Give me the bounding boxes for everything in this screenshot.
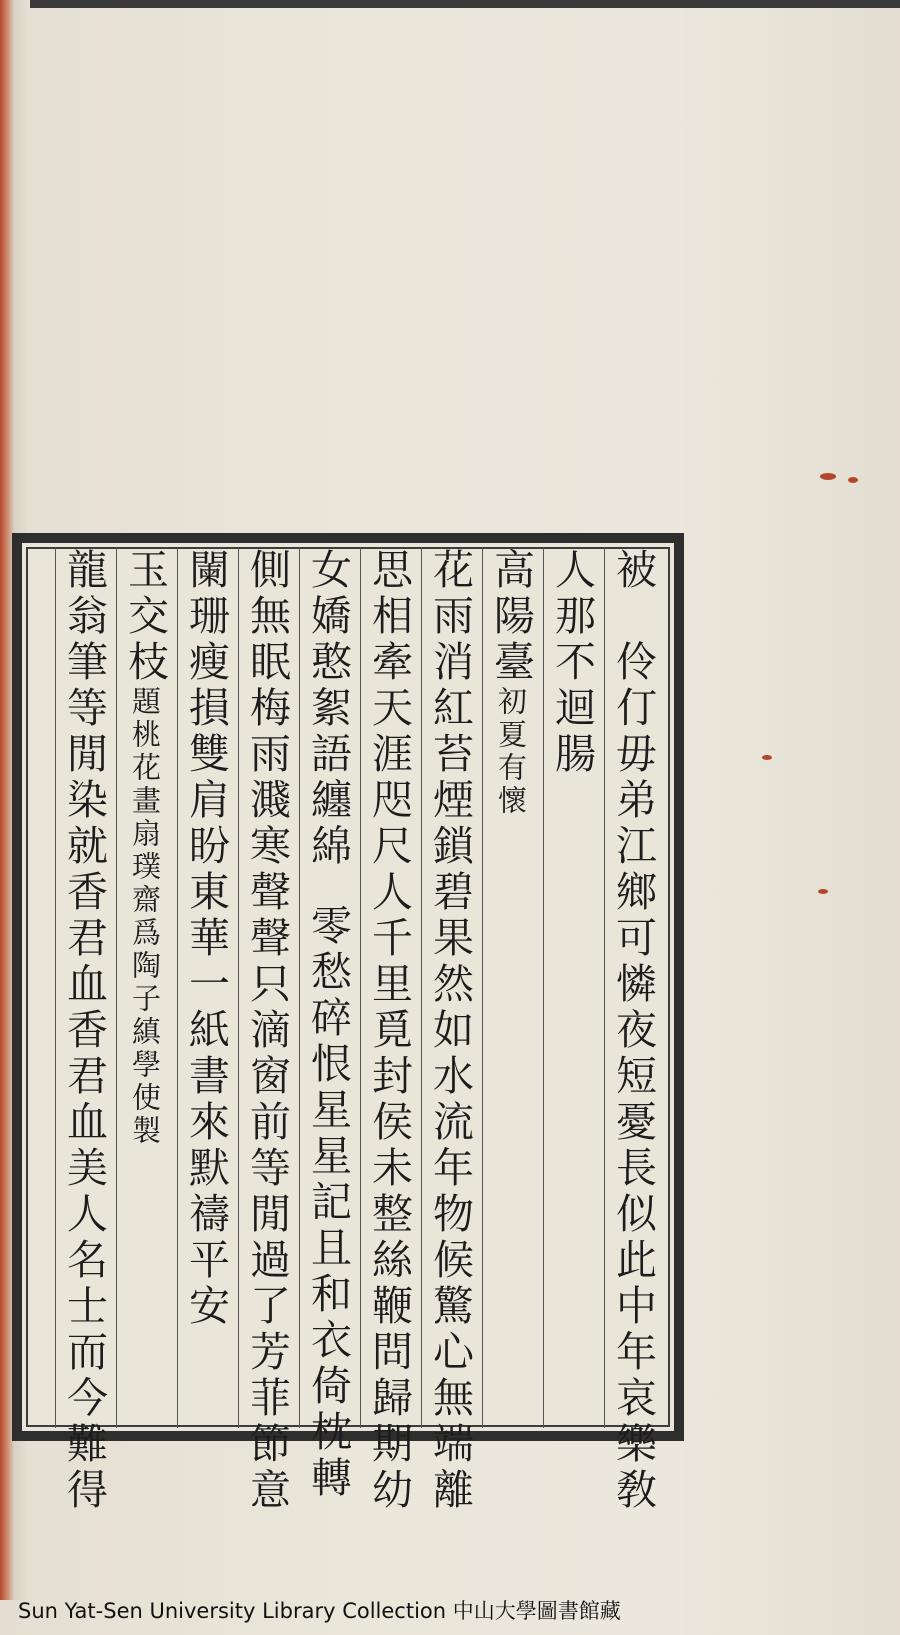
column-text: 人那不迴腸 bbox=[548, 548, 596, 778]
text-column bbox=[543, 548, 601, 1428]
column-text: 花雨消紅苔煙鎖碧果然如水流年物候驚心無端離 bbox=[426, 548, 474, 1514]
text-column bbox=[55, 548, 113, 1514]
text-column bbox=[421, 548, 479, 1514]
text-column bbox=[360, 548, 418, 1514]
column-text: 零愁碎恨星星記且和衣倚枕轉 bbox=[304, 904, 352, 1502]
tune-subtitle: 初夏有懷 bbox=[494, 686, 528, 818]
stain-spot bbox=[848, 477, 858, 483]
column-text: 側無眠梅雨濺寒聲聲只滴窗前等閒過了芳菲節意 bbox=[243, 548, 291, 1514]
stain-spot bbox=[818, 889, 828, 894]
text-column bbox=[604, 548, 662, 1514]
column-text: 思相牽天涯咫尺人千里覓封侯未整絲鞭問歸期幼 bbox=[365, 548, 413, 1514]
tune-title: 玉交枝 bbox=[121, 548, 169, 686]
stain-spot bbox=[820, 473, 836, 480]
text-block bbox=[52, 548, 662, 1514]
column-text: 女嬌憨絮語纏綿 bbox=[304, 548, 352, 870]
tune-subtitle: 題桃花畫扇璞齋爲陶子縝學使製 bbox=[128, 686, 162, 1148]
column-text: 被 伶仃毋弟江鄉可憐夜短憂長似此中年哀樂敎 bbox=[609, 548, 657, 1514]
text-column bbox=[177, 548, 235, 1428]
text-column bbox=[482, 548, 540, 1428]
column-text: 龍翁筆等閒染就香君血香君血美人名士而今難得 bbox=[60, 548, 108, 1514]
collection-caption: Sun Yat-Sen University Library Collection 中山大學圖書館藏 bbox=[18, 1599, 621, 1623]
page-top-edge bbox=[0, 0, 900, 8]
stain-spot bbox=[762, 755, 772, 760]
tune-title: 高陽臺 bbox=[487, 548, 535, 686]
column-text: 闌珊瘦損雙肩盼東華一紙書來默禱平安 bbox=[182, 548, 230, 1330]
text-column bbox=[116, 548, 174, 1428]
text-column bbox=[238, 548, 296, 1514]
text-column bbox=[299, 548, 357, 1502]
